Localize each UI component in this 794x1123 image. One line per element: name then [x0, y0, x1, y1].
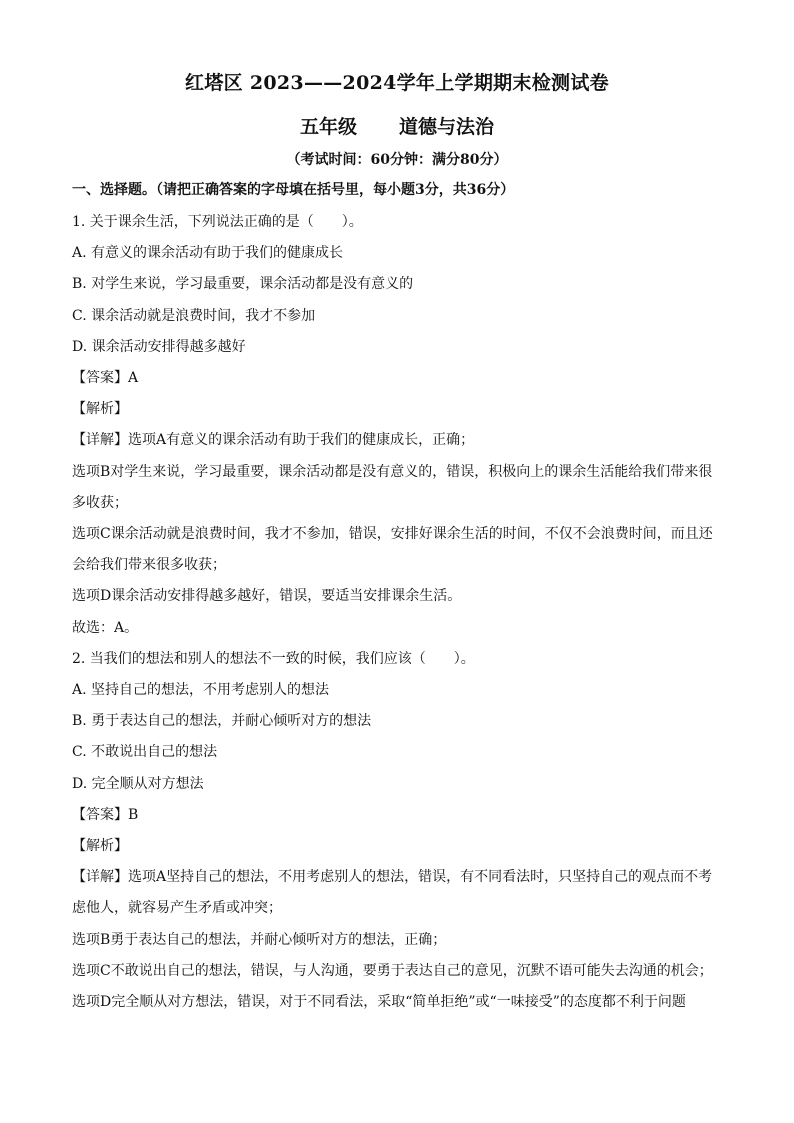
question-1-option-b: B. 对学生来说，学习最重要，课余活动都是没有意义的	[72, 276, 414, 292]
question-1-option-a: A. 有意义的课余活动有助于我们的健康成长	[72, 245, 344, 261]
section-heading: 一、选择题。（请把正确答案的字母填在括号里，每小题3分，共36分）	[72, 182, 515, 198]
exam-title: 红塔区 2023——2024学年上学期期末检测试卷	[185, 72, 609, 94]
question-2-option-b: B. 勇于表达自己的想法，并耐心倾听对方的想法	[72, 713, 372, 729]
grade-subject-line	[0, 112, 794, 139]
question-2-stem: 2. 当我们的想法和别人的想法不一致的时候，我们应该（ ）。	[72, 651, 475, 667]
question-1-detail-line: 选项D课余活动安排得越多越好，错误，要适当安排课余生活。	[72, 588, 462, 604]
question-1-stem: 1. 关于课余生活，下列说法正确的是（ ）。	[72, 214, 363, 230]
question-2-detail-line: 选项B勇于表达自己的想法，并耐心倾听对方的想法，正确；	[72, 932, 447, 948]
question-1-conclusion: 故选：A。	[72, 620, 139, 636]
question-1-option-c: C. 课余活动就是浪费时间，我才不参加	[72, 308, 316, 324]
question-1-detail-line: 会给我们带来很多收获；	[72, 557, 226, 573]
grade-label: 五年级	[299, 116, 357, 138]
question-2-option-a: A. 坚持自己的想法，不用考虑别人的想法	[72, 682, 330, 698]
question-1-analysis-label: 【解析】	[72, 401, 128, 417]
question-1-option-d: D. 课余活动安排得越多越好	[72, 339, 246, 355]
question-1-detail-line: 选项B对学生来说，学习最重要，课余活动都是没有意义的，错误，积极向上的课余生活能给我们带来很	[72, 464, 713, 480]
question-2-detail-line: 【详解】选项A坚持自己的想法，不用考虑别人的想法，错误，有不同看法时，只坚持自己的观点而不考	[72, 869, 713, 885]
question-2-option-c: C. 不敢说出自己的想法	[72, 744, 218, 760]
question-2-answer: 【答案】B	[72, 807, 139, 823]
question-1-answer: 【答案】A	[72, 370, 139, 386]
question-2-option-d: D. 完全顺从对方想法	[72, 776, 204, 792]
question-2-detail-line: 虑他人，就容易产生矛盾或冲突；	[72, 900, 282, 916]
subject-label: 道德与法治	[399, 116, 495, 138]
question-1-detail-line: 【详解】选项A有意义的课余活动有助于我们的健康成长，正确；	[72, 432, 475, 448]
question-2-detail-line: 选项C不敢说出自己的想法，错误，与人沟通，要勇于表达自己的意见，沉默不语可能失去沟通的机会；	[72, 963, 713, 979]
question-2-analysis-label: 【解析】	[72, 838, 128, 854]
exam-info: （考试时间：60分钟：满分80分）	[286, 152, 508, 168]
question-2-detail-line: 选项D完全顺从对方想法，错误，对于不同看法，采取“简单拒绝”或“一味接受”的态度都不利于问题	[72, 994, 686, 1010]
question-1-detail-line: 选项C课余活动就是浪费时间，我才不参加，错误，安排好课余生活的时间，不仅不会浪费时间，而且还	[72, 526, 713, 542]
question-1-detail-line: 多收获；	[72, 495, 128, 511]
